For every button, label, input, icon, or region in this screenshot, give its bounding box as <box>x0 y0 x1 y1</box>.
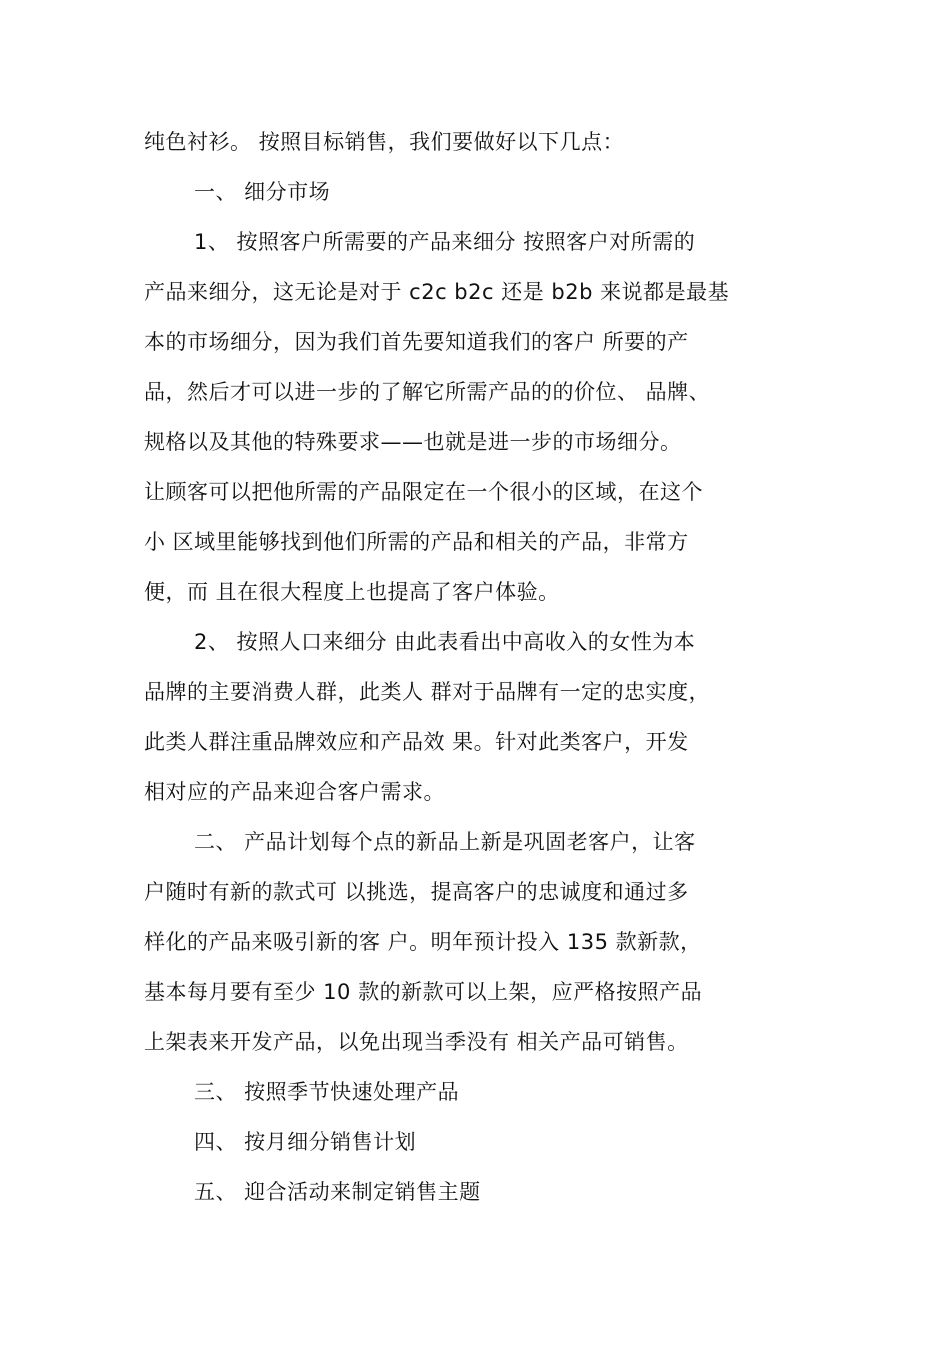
text-line-9: 小 区域里能够找到他们所需的产品和相关的产品，非常方 <box>144 530 689 554</box>
text-line-13: 此类人群注重品牌效应和产品效 果。针对此类客户，开发 <box>144 730 689 754</box>
subheading-2: 2、 按照人口来细分 由此表看出中高收入的女性为本 <box>194 630 696 654</box>
text-line-6: 品，然后才可以进一步的了解它所需产品的的价位、 品牌、 <box>144 380 711 404</box>
heading-section-2: 二、 产品计划每个点的新品上新是巩固老客户，让客 <box>194 830 696 854</box>
heading-section-4: 四、 按月细分销售计划 <box>194 1130 417 1154</box>
text-line-19: 上架表来开发产品，以免出现当季没有 相关产品可销售。 <box>144 1030 689 1054</box>
text-line-1: 纯色衬衫。 按照目标销售，我们要做好以下几点： <box>144 130 625 154</box>
text-line-8: 让顾客可以把他所需的产品限定在一个很小的区域，在这个 <box>144 480 703 504</box>
text-line-12: 品牌的主要消费人群，此类人 群对于品牌有一定的忠实度， <box>144 680 711 704</box>
text-line-4: 产品来细分，这无论是对于 c2c b2c 还是 b2b 来说都是最基 <box>144 280 730 304</box>
subheading-1: 1、 按照客户所需要的产品来细分 按照客户对所需的 <box>194 230 696 254</box>
text-line-17: 样化的产品来吸引新的客 户。明年预计投入 135 款新款， <box>144 930 702 954</box>
heading-section-1: 一、 细分市场 <box>194 180 331 204</box>
text-line-18: 基本每月要有至少 10 款的新款可以上架，应严格按照产品 <box>144 980 703 1004</box>
text-line-14: 相对应的产品来迎合客户需求。 <box>144 780 445 804</box>
text-line-16: 户随时有新的款式可 以挑选，提高客户的忠诚度和通过多 <box>144 880 689 904</box>
text-line-5: 本的市场细分，因为我们首先要知道我们的客户 所要的产 <box>144 330 689 354</box>
heading-section-5: 五、 迎合活动来制定销售主题 <box>194 1180 481 1204</box>
text-line-10: 便，而 且在很大程度上也提高了客户体验。 <box>144 580 560 604</box>
heading-section-3: 三、 按照季节快速处理产品 <box>194 1080 460 1104</box>
text-line-7: 规格以及其他的特殊要求——也就是进一步的市场细分。 <box>144 430 682 454</box>
